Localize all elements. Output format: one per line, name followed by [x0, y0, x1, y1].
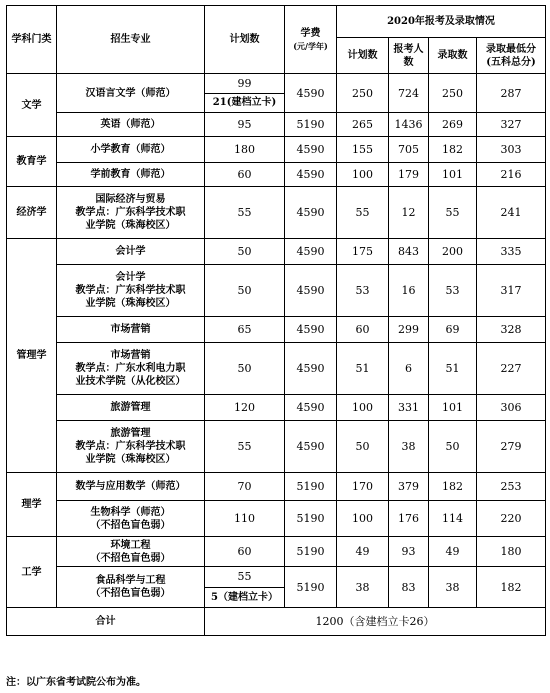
min-score-cell: 287 [477, 74, 546, 113]
major-line: 小学教育（师范） [90, 144, 171, 155]
total-row [7, 608, 546, 636]
apply-cell: 379 [389, 473, 429, 501]
min-score-cell: 253 [477, 473, 546, 501]
major-line: 会计学 [115, 272, 146, 283]
table-row [7, 537, 546, 567]
min-score-cell: 303 [477, 137, 546, 163]
admit-cell: 38 [429, 567, 477, 608]
admit-cell: 69 [429, 317, 477, 343]
min-score-cell: 220 [477, 501, 546, 537]
major-cell [57, 113, 205, 137]
major-line: 教学点：广东水利电力职 [75, 363, 186, 374]
sub-plan-cell: 38 [337, 567, 389, 608]
admit-cell: 50 [429, 421, 477, 473]
plan-cell: 50 [205, 265, 285, 317]
plan-value: 55 [205, 567, 284, 588]
apply-cell: 16 [389, 265, 429, 317]
apply-cell: 299 [389, 317, 429, 343]
admit-cell: 55 [429, 187, 477, 239]
sub-plan-cell: 55 [337, 187, 389, 239]
plan-cell: 55 [205, 187, 285, 239]
fee-cell: 4590 [285, 187, 337, 239]
footnote: 注：以广东省考试院公布为准。 [6, 677, 146, 688]
major-line: 业学院（珠海校区） [85, 298, 176, 309]
apply-cell: 705 [389, 137, 429, 163]
category-cell: 教育学 [7, 137, 57, 187]
admit-cell: 114 [429, 501, 477, 537]
table-row [7, 343, 546, 395]
sub-plan-cell: 53 [337, 265, 389, 317]
plan-value: 99 [205, 74, 284, 94]
major-cell [57, 163, 205, 187]
plan-cell: 95 [205, 113, 285, 137]
major-cell [57, 537, 205, 567]
major-line: 教学点：广东科学技术职 [75, 207, 186, 218]
major-cell [57, 265, 205, 317]
admit-cell: 182 [429, 473, 477, 501]
header-sub-plan: 计划数 [337, 38, 389, 74]
major-cell [57, 137, 205, 163]
plan-cell: 60 [205, 537, 285, 567]
header-major: 招生专业 [57, 6, 205, 74]
table-row [7, 265, 546, 317]
header-sub-min: 录取最低分 (五科总分) [477, 38, 546, 74]
sub-plan-cell: 155 [337, 137, 389, 163]
major-cell [57, 187, 205, 239]
header-group: 2020年报考及录取情况 [337, 6, 546, 38]
category-cell: 理学 [7, 473, 57, 537]
major-line: 英语（师范） [100, 119, 161, 130]
table-row [7, 567, 546, 608]
sub-plan-cell: 100 [337, 501, 389, 537]
header-sub-apply: 报考人数 [389, 38, 429, 74]
fee-cell: 5190 [285, 501, 337, 537]
major-line: 业学院（珠海校区） [85, 220, 176, 231]
major-line: 市场营销 [110, 324, 151, 335]
major-cell [57, 567, 205, 608]
major-line: 数学与应用数学（师范） [75, 481, 186, 492]
plan-filing-value: 21(建档立卡) [212, 97, 277, 108]
table-row [7, 137, 546, 163]
min-score-cell: 241 [477, 187, 546, 239]
min-score-cell: 227 [477, 343, 546, 395]
major-line: （不招色盲色弱） [90, 588, 171, 599]
table-row [7, 187, 546, 239]
sub-plan-cell: 49 [337, 537, 389, 567]
fee-cell: 4590 [285, 265, 337, 317]
major-line: 环境工程 [110, 539, 151, 551]
plan-filing-value: 5（建档立卡） [211, 592, 278, 603]
plan-cell: 50 [205, 343, 285, 395]
major-line: 生物科学（师范） [90, 506, 171, 518]
sub-plan-cell: 100 [337, 163, 389, 187]
table-row [7, 501, 546, 537]
admit-cell: 200 [429, 239, 477, 265]
header-category: 学科门类 [7, 6, 57, 74]
plan-cell: 50 [205, 239, 285, 265]
sub-plan-cell: 51 [337, 343, 389, 395]
category-cell: 工学 [7, 537, 57, 608]
major-cell [57, 343, 205, 395]
table-row [7, 163, 546, 187]
fee-cell: 5190 [285, 537, 337, 567]
major-line: 业技术学院（从化校区） [75, 376, 186, 387]
apply-cell: 331 [389, 395, 429, 421]
major-cell [57, 317, 205, 343]
admit-cell: 101 [429, 395, 477, 421]
category-cell: 文学 [7, 74, 57, 137]
apply-cell: 724 [389, 74, 429, 113]
fee-cell: 4590 [285, 395, 337, 421]
min-score-cell: 317 [477, 265, 546, 317]
admission-table [6, 5, 546, 636]
admit-cell: 269 [429, 113, 477, 137]
min-score-cell: 306 [477, 395, 546, 421]
major-line: （不招色盲色弱） [90, 552, 171, 564]
major-line: 学前教育（师范） [90, 169, 171, 180]
table-row [7, 113, 546, 137]
sub-plan-cell: 50 [337, 421, 389, 473]
admit-cell: 49 [429, 537, 477, 567]
apply-cell: 38 [389, 421, 429, 473]
header-fee: 学费 (元/学年) [285, 6, 337, 74]
table-row [7, 473, 546, 501]
fee-cell: 4590 [285, 343, 337, 395]
fee-cell: 5190 [285, 113, 337, 137]
table-row [7, 395, 546, 421]
min-score-cell: 182 [477, 567, 546, 608]
plan-cell: 70 [205, 473, 285, 501]
min-score-cell: 327 [477, 113, 546, 137]
sub-plan-cell: 60 [337, 317, 389, 343]
table-row [7, 239, 546, 265]
plan-cell: 55 [205, 421, 285, 473]
sub-plan-cell: 265 [337, 113, 389, 137]
major-cell [57, 74, 205, 113]
apply-cell: 179 [389, 163, 429, 187]
major-line: 教学点：广东科学技术职 [75, 441, 186, 452]
major-line: 业学院（珠海校区） [85, 454, 176, 465]
major-line: 市场营销 [110, 350, 151, 361]
fee-cell: 4590 [285, 163, 337, 187]
admit-cell: 53 [429, 265, 477, 317]
major-cell [57, 473, 205, 501]
table-row [7, 317, 546, 343]
table-row [7, 421, 546, 473]
sub-plan-cell: 250 [337, 74, 389, 113]
apply-cell: 93 [389, 537, 429, 567]
major-line: 教学点：广东科学技术职 [75, 285, 186, 296]
apply-cell: 6 [389, 343, 429, 395]
apply-cell: 1436 [389, 113, 429, 137]
major-line: 汉语言文学（师范） [85, 87, 176, 99]
sub-plan-cell: 100 [337, 395, 389, 421]
admit-cell: 250 [429, 74, 477, 113]
category-cell: 经济学 [7, 187, 57, 239]
fee-cell: 4590 [285, 74, 337, 113]
major-line: 会计学 [115, 246, 146, 257]
category-cell: 管理学 [7, 239, 57, 473]
fee-cell: 5190 [285, 473, 337, 501]
major-cell [57, 395, 205, 421]
major-cell [57, 421, 205, 473]
total-value: 1200（含建档立卡26） [205, 608, 546, 636]
major-line: 旅游管理 [110, 402, 151, 413]
plan-cell: 110 [205, 501, 285, 537]
admit-cell: 182 [429, 137, 477, 163]
min-score-cell: 180 [477, 537, 546, 567]
major-line: （不招色盲色弱） [90, 519, 171, 531]
major-line: 国际经济与贸易 [95, 194, 166, 205]
table-row [7, 74, 546, 113]
major-cell [57, 239, 205, 265]
header-plan: 计划数 [205, 6, 285, 74]
fee-cell: 5190 [285, 567, 337, 608]
header-sub-admit: 录取数 [429, 38, 477, 74]
fee-cell: 4590 [285, 317, 337, 343]
plan-cell: 60 [205, 163, 285, 187]
sub-plan-cell: 175 [337, 239, 389, 265]
min-score-cell: 335 [477, 239, 546, 265]
plan-cell: 120 [205, 395, 285, 421]
plan-cell [205, 74, 285, 113]
admit-cell: 101 [429, 163, 477, 187]
fee-cell: 4590 [285, 137, 337, 163]
plan-cell: 65 [205, 317, 285, 343]
apply-cell: 176 [389, 501, 429, 537]
min-score-cell: 216 [477, 163, 546, 187]
plan-cell: 180 [205, 137, 285, 163]
major-line: 旅游管理 [110, 428, 151, 439]
fee-cell: 4590 [285, 421, 337, 473]
apply-cell: 843 [389, 239, 429, 265]
major-line: 食品科学与工程 [95, 575, 166, 586]
fee-cell: 4590 [285, 239, 337, 265]
admit-cell: 51 [429, 343, 477, 395]
sub-plan-cell: 170 [337, 473, 389, 501]
min-score-cell: 328 [477, 317, 546, 343]
apply-cell: 83 [389, 567, 429, 608]
total-label: 合计 [7, 608, 205, 636]
major-cell [57, 501, 205, 537]
min-score-cell: 279 [477, 421, 546, 473]
plan-cell [205, 567, 285, 608]
apply-cell: 12 [389, 187, 429, 239]
